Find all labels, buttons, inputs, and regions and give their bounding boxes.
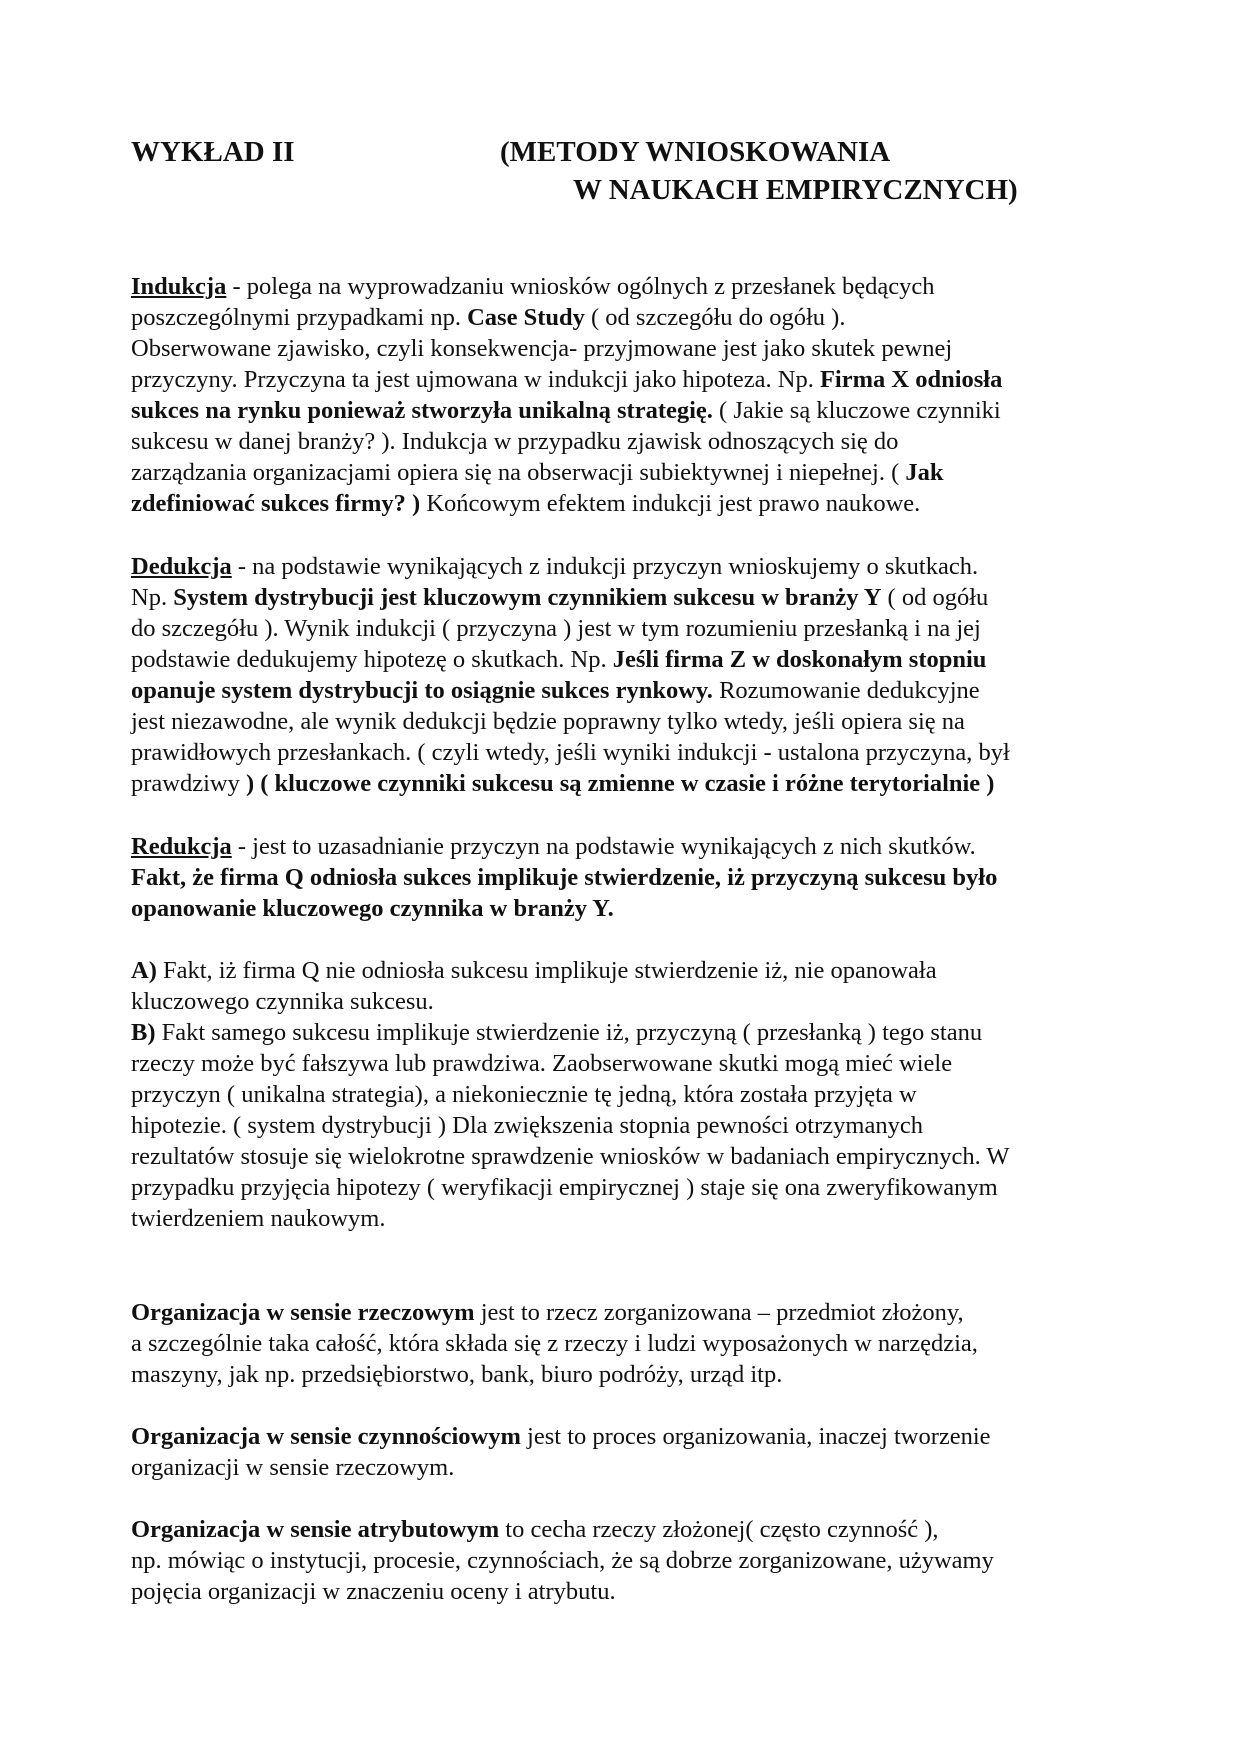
text-run: jest to proces organizowania, inaczej tworzenie (520, 1423, 991, 1450)
point-b-line (131, 1203, 385, 1234)
induction-line (131, 364, 1002, 395)
section-heading: Indukcja (131, 273, 227, 300)
point-b-line (131, 1079, 917, 1110)
org-activity-line (131, 1452, 454, 1483)
org-material-line (131, 1297, 964, 1328)
text-run: ( od szczegółu do ogółu ). (584, 304, 846, 331)
point-b-line (131, 1141, 1010, 1172)
text-run: Organizacja w sensie atrybutowym (131, 1516, 500, 1543)
text-run: kluczowego czynnika sukcesu. (131, 988, 434, 1015)
text-run: Fakt samego sukcesu implikuje stwierdzenie iż, przyczyną ( przesłanką ) tego stanu (155, 1019, 983, 1046)
text-run: Case Study (467, 304, 585, 331)
deduction-line (131, 706, 965, 737)
text-run: np. mówiąc o instytucji, procesie, czynnościach, że są dobrze zorganizowane, używamy (131, 1547, 994, 1574)
text-run: prawdziwy (131, 770, 240, 797)
text-run: sukcesu w danej branży? ). Indukcja w przypadku zjawisk odnoszących się do (131, 428, 899, 455)
text-run: twierdzeniem naukowym. (131, 1205, 386, 1232)
text-run: Końcowym efektem indukcji jest prawo naukowe. (420, 490, 921, 517)
text-run: a szczególnie taka całość, która składa się z rzeczy i ludzi wyposażonych w narzędzia, (131, 1330, 978, 1357)
section-heading: Dedukcja (131, 553, 232, 580)
deduction-line (131, 675, 980, 706)
lecture-subtitle-line-1: (METODY WNIOSKOWANIA (500, 136, 891, 168)
induction-line (131, 488, 920, 519)
text-run: sukces na rynku ponieważ stworzyła unikalną strategię. (131, 397, 713, 424)
induction-line (131, 426, 898, 457)
text-run: Jak (905, 459, 944, 486)
text-run: podstawie dedukujemy hipotezę o skutkach. Np. (131, 646, 613, 673)
text-run: ( Jakie są kluczowe czynniki (712, 397, 1001, 424)
point-a-line (131, 955, 937, 986)
text-run: Obserwowane zjawisko, czyli konsekwencja- przyjmowane jest jako skutek pewnej (131, 335, 953, 362)
text-run: B) (131, 1019, 156, 1046)
point-b-line (131, 1110, 923, 1141)
text-run: przyczyn ( unikalna strategia), a niekoniecznie tę jedną, która została przyjęta w (131, 1081, 917, 1108)
lecture-subtitle-line-2: W NAUKACH EMPIRYCZNYCH) (573, 174, 1018, 206)
text-run: Fakt, iż firma Q nie odniosła sukcesu implikuje stwierdzenie iż, nie opanowała (156, 957, 937, 984)
text-run: jest to rzecz zorganizowana – przedmiot złożony, (474, 1299, 964, 1326)
text-run: to cecha rzeczy złożonej( często czynność ), (499, 1516, 939, 1543)
text-run: przyczyny. Przyczyna ta jest ujmowana w indukcji jako hipoteza. Np. (131, 366, 820, 393)
text-run: rezultatów stosuje się wielokrotne sprawdzenie wniosków w badaniach empirycznych. W (131, 1143, 1010, 1170)
text-run: prawidłowych przesłankach. ( czyli wtedy, jeśli wyniki indukcji - ustalona przyczyna, był (131, 739, 1010, 766)
text-run: maszyny, jak np. przedsiębiorstwo, bank, biuro podróży, urząd itp. (131, 1361, 783, 1388)
org-material-line (131, 1328, 978, 1359)
reduction-line (131, 893, 614, 924)
deduction-line (131, 768, 994, 799)
text-run: Organizacja w sensie czynnościowym (131, 1423, 521, 1450)
text-run: Jeśli firma Z w doskonałym stopniu (612, 646, 987, 673)
deduction-line (131, 613, 981, 644)
induction-line (131, 457, 944, 488)
text-run: Organizacja w sensie rzeczowym (131, 1299, 475, 1326)
text-run: do szczegółu ). Wynik indukcji ( przyczyna ) jest w tym rozumieniu przesłanką i na jej (131, 615, 981, 642)
section-heading: Redukcja (131, 833, 232, 860)
text-run: opanuje system dystrybucji to osiągnie sukces rynkowy. (131, 677, 713, 704)
text-run: Rozumowanie dedukcyjne (712, 677, 980, 704)
deduction-line (131, 582, 988, 613)
point-b-line (131, 1017, 982, 1048)
deduction-line (131, 644, 986, 675)
point-b-line (131, 1048, 952, 1079)
org-attribute-line (131, 1576, 616, 1607)
text-run: poszczególnymi przypadkami np. (131, 304, 468, 331)
org-activity-line (131, 1421, 991, 1452)
text-run: organizacji w sensie rzeczowym. (131, 1454, 455, 1481)
text-run: ) ( kluczowe czynniki sukcesu są zmienne w czasie i różne terytorialnie ) (239, 770, 995, 797)
point-b-line (131, 1172, 998, 1203)
text-run: System dystrybucji jest kluczowym czynnikiem sukcesu w branży Y (173, 584, 882, 611)
induction-line (131, 271, 935, 302)
induction-line (131, 333, 952, 364)
text-run: A) (131, 957, 157, 984)
text-run: Np. (131, 584, 174, 611)
org-attribute-line (131, 1545, 994, 1576)
reduction-line (131, 862, 997, 893)
reduction-line (131, 831, 976, 862)
text-run: pojęcia organizacji w znaczeniu oceny i atrybutu. (131, 1578, 616, 1605)
text-run: - jest to uzasadnianie przyczyn na podstawie wynikających z nich skutków. (231, 833, 976, 860)
text-run: zdefiniować sukces firmy? ) (131, 490, 421, 517)
text-run: Fakt, że firma Q odniosła sukces implikuje stwierdzenie, iż przyczyną sukcesu było (131, 864, 998, 891)
text-run: - na podstawie wynikających z indukcji przyczyn wnioskujemy o skutkach. (231, 553, 979, 580)
text-run: Firma X odniosła (819, 366, 1003, 393)
text-run: rzeczy może być fałszywa lub prawdziwa. Zaobserwowane skutki mogą mieć wiele (131, 1050, 953, 1077)
text-run: ( od ogółu (881, 584, 989, 611)
text-run: przypadku przyjęcia hipotezy ( weryfikacji empirycznej ) staje się ona zweryfikowanym (131, 1174, 998, 1201)
induction-line (131, 302, 845, 333)
text-run: hipotezie. ( system dystrybucji ) Dla zwiększenia stopnia pewności otrzymanych (131, 1112, 923, 1139)
lecture-title: WYKŁAD II (131, 136, 295, 168)
point-a-line (131, 986, 434, 1017)
text-run: opanowanie kluczowego czynnika w branży Y. (131, 895, 614, 922)
text-run: jest niezawodne, ale wynik dedukcji będzie poprawny tylko wtedy, jeśli opiera się na (131, 708, 965, 735)
text-run: - polega na wyprowadzaniu wniosków ogólnych z przesłanek będących (226, 273, 935, 300)
deduction-line (131, 551, 978, 582)
induction-line (131, 395, 1001, 426)
org-material-line (131, 1359, 782, 1390)
text-run: zarządzania organizacjami opiera się na obserwacji subiektywnej i niepełnej. ( (131, 459, 906, 486)
org-attribute-line (131, 1514, 939, 1545)
deduction-line (131, 737, 1010, 768)
